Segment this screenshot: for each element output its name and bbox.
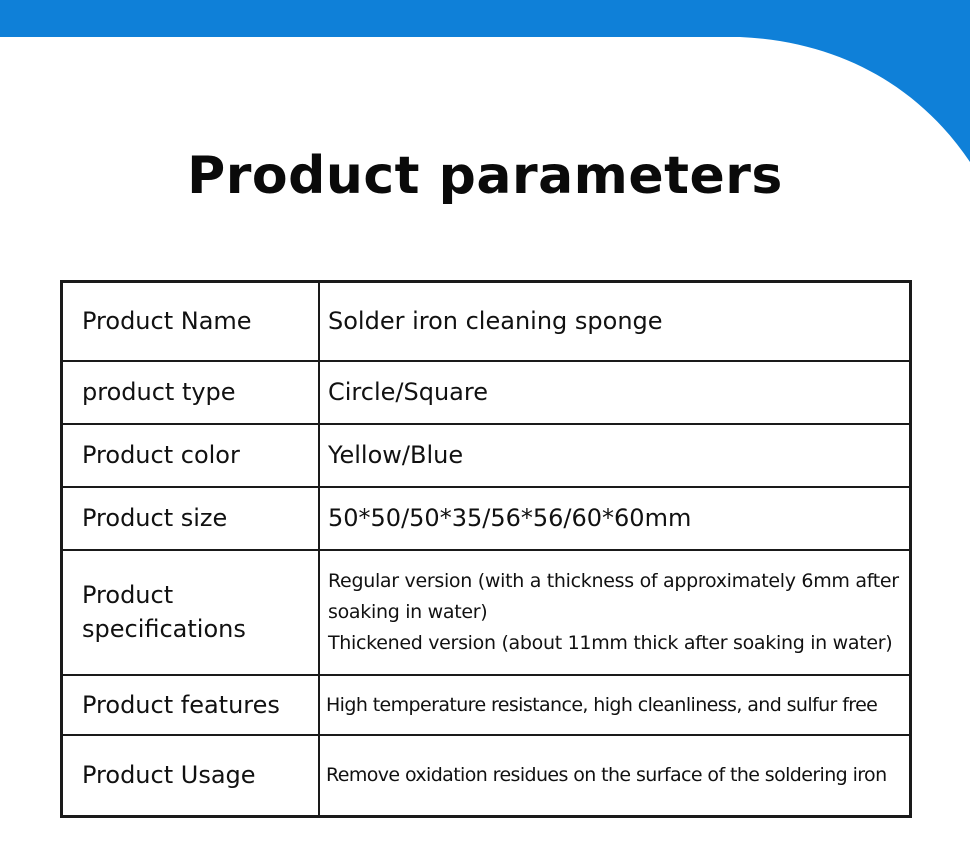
page-title: Product parameters	[187, 146, 783, 206]
blue-corner-shape	[0, 0, 970, 162]
table-row	[62, 361, 911, 424]
row-value-product-color: Yellow/Blue	[319, 424, 911, 487]
row-value-product-usage: Remove oxidation residues on the surface of the soldering iron	[319, 735, 911, 817]
row-label-product-type: product type	[62, 361, 320, 424]
row-value-product-type: Circle/Square	[319, 361, 911, 424]
row-label-product-name: Product Name	[62, 282, 320, 361]
row-value-product-specifications	[319, 550, 911, 675]
row-label-product-specifications: Product specifications	[62, 550, 320, 675]
row-value-product-features: High temperature resistance, high cleanliness, and sulfur free	[319, 675, 911, 735]
table-row	[62, 424, 911, 487]
row-label-product-usage: Product Usage	[62, 735, 320, 817]
table-row	[62, 550, 911, 675]
spec-line-thickened: Thickened version (about 11mm thick after soaking in water)	[328, 631, 893, 654]
row-value-product-size: 50*50/50*35/56*56/60*60mm	[319, 487, 911, 550]
spec-line-regular: Regular version (with a thickness of approximately 6mm after soaking in water)	[328, 569, 899, 623]
table-row	[62, 282, 911, 361]
table-row	[62, 735, 911, 817]
row-value-product-name: Solder iron cleaning sponge	[319, 282, 911, 361]
table-row	[62, 675, 911, 735]
row-label-product-color: Product color	[62, 424, 320, 487]
row-label-product-features: Product features	[62, 675, 320, 735]
product-parameters-table	[60, 280, 912, 818]
table-row	[62, 487, 911, 550]
row-label-product-size: Product size	[62, 487, 320, 550]
